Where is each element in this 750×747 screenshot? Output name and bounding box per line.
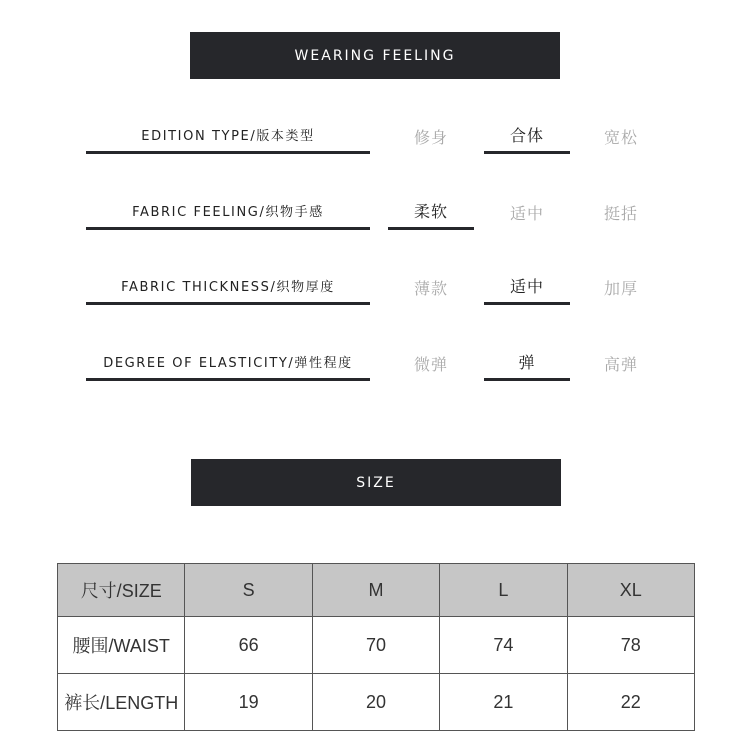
header-size-m: M xyxy=(312,564,439,617)
option-soft-selected: 柔软 xyxy=(388,194,474,230)
size-table xyxy=(57,563,695,731)
feel-row-edition-type xyxy=(0,118,750,158)
option-loose: 宽松 xyxy=(603,127,638,147)
table-cell: 66 xyxy=(185,617,312,674)
option-high-stretch: 高弹 xyxy=(603,354,638,374)
header-size-label: 尺寸/SIZE xyxy=(58,564,185,617)
header-size-s: S xyxy=(185,564,312,617)
table-cell: 74 xyxy=(440,617,567,674)
header-size-xl: XL xyxy=(567,564,694,617)
option-stiff: 挺括 xyxy=(603,203,638,223)
size-banner: SIZE xyxy=(191,459,561,506)
table-row-length xyxy=(58,674,695,731)
feel-row-fabric-feeling xyxy=(0,194,750,234)
option-stretch-selected: 弹 xyxy=(484,345,570,381)
feel-row-fabric-thickness xyxy=(0,269,750,309)
table-cell: 21 xyxy=(440,674,567,731)
table-cell: 78 xyxy=(567,617,694,674)
size-table-header-row xyxy=(58,564,695,617)
table-cell: 19 xyxy=(185,674,312,731)
option-thick: 加厚 xyxy=(603,278,638,298)
feel-row-elasticity xyxy=(0,345,750,385)
option-slight-stretch: 微弹 xyxy=(413,354,448,374)
option-moderate: 适中 xyxy=(509,203,544,223)
table-cell: 70 xyxy=(312,617,439,674)
row-label-length: 裤长/LENGTH xyxy=(58,674,185,731)
table-row-waist xyxy=(58,617,695,674)
table-cell: 22 xyxy=(567,674,694,731)
feel-row-label: EDITION TYPE/版本类型 xyxy=(86,118,370,154)
feel-row-label: FABRIC FEELING/织物手感 xyxy=(86,194,370,230)
feel-row-label: FABRIC THICKNESS/织物厚度 xyxy=(86,269,370,305)
option-slim: 修身 xyxy=(413,127,448,147)
header-size-l: L xyxy=(440,564,567,617)
option-regular-selected: 合体 xyxy=(484,118,570,154)
wearing-feeling-banner: WEARING FEELING xyxy=(190,32,560,79)
row-label-waist: 腰围/WAIST xyxy=(58,617,185,674)
table-cell: 20 xyxy=(312,674,439,731)
option-medium-selected: 适中 xyxy=(484,269,570,305)
option-thin: 薄款 xyxy=(413,278,448,298)
feel-row-label: DEGREE OF ELASTICITY/弹性程度 xyxy=(86,345,370,381)
